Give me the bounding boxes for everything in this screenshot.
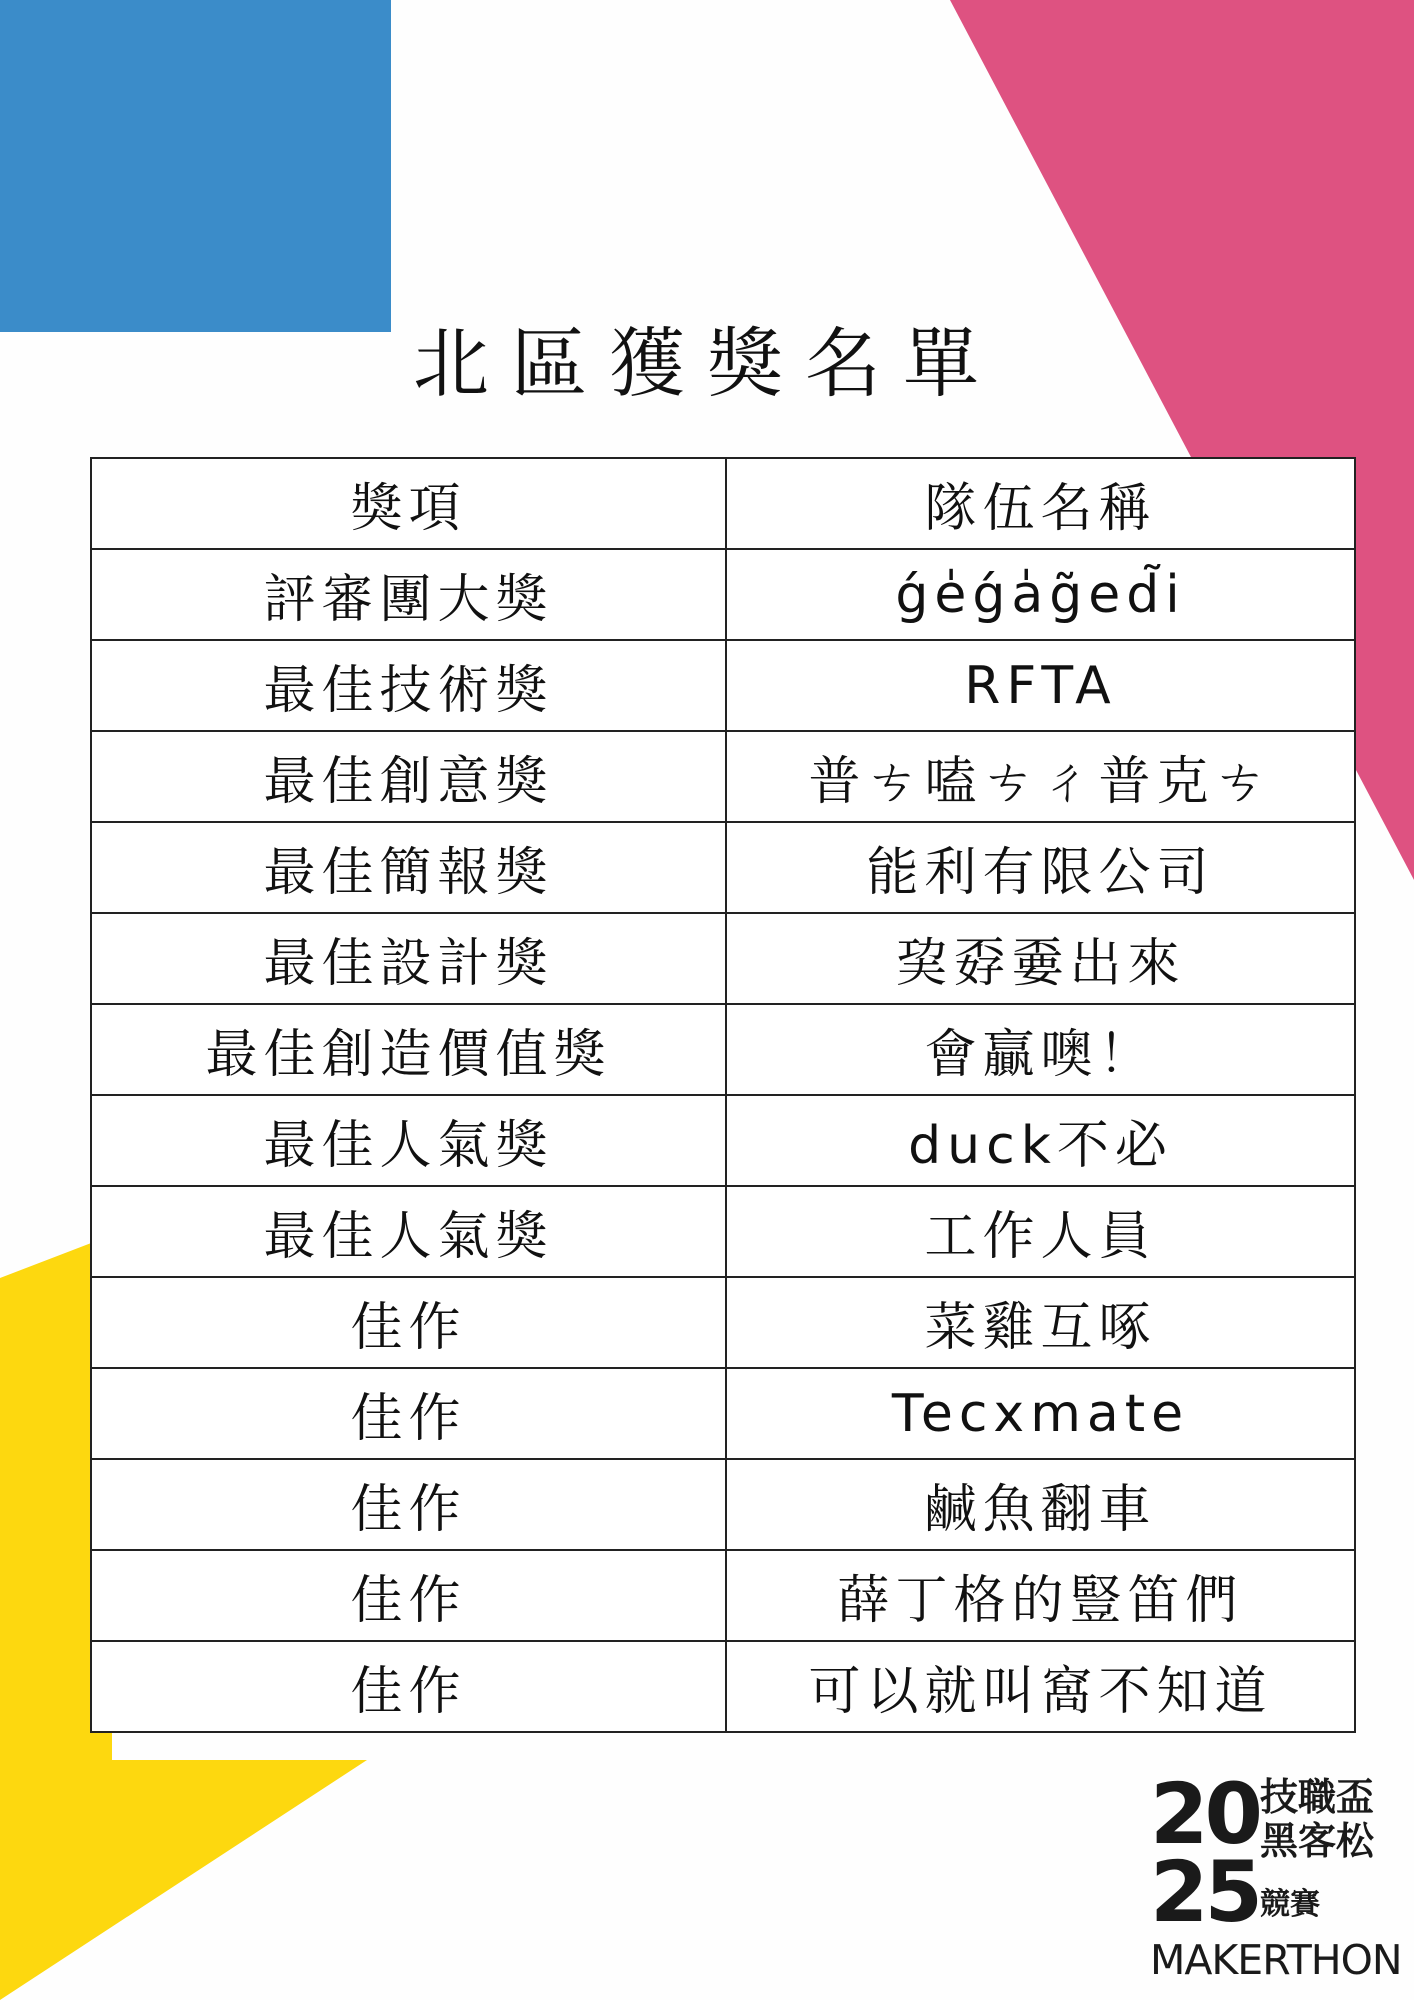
makerthon-logo [1150,1765,1402,1984]
table-header-row [91,458,1355,549]
award-cell: 最佳創意獎 [91,731,726,822]
team-cell: Tecxmate [726,1368,1355,1459]
table-row [91,1459,1355,1550]
logo-line-1: 技職盃 [1260,1775,1375,1819]
team-cell: 工作人員 [726,1186,1355,1277]
award-cell: 最佳技術獎 [91,640,726,731]
team-cell: ǵe̍ǵa̍g̃ed̃i [726,549,1355,640]
award-cell: 評審團大獎 [91,549,726,640]
team-cell: 會贏噢！ [726,1004,1355,1095]
table-row [91,822,1355,913]
page-title: 北區獲獎名單 [413,319,1001,408]
table-row [91,1004,1355,1095]
table-row [91,1095,1355,1186]
award-cell: 佳作 [91,1368,726,1459]
award-cell: 佳作 [91,1277,726,1368]
table-row [91,640,1355,731]
team-cell: 鹹魚翻車 [726,1459,1355,1550]
header-team: 隊伍名稱 [726,458,1355,549]
table-row [91,1368,1355,1459]
table-row [91,731,1355,822]
award-cell: 最佳簡報獎 [91,822,726,913]
table-row [91,1641,1355,1732]
table-row [91,1550,1355,1641]
team-cell: 普ㄘ嗑ㄘㄔ普克ㄘ [726,731,1355,822]
blue-square [0,0,391,332]
award-cell: 最佳人氣獎 [91,1186,726,1277]
awards-table [90,457,1356,1733]
award-cell: 佳作 [91,1641,726,1732]
award-cell: 最佳人氣獎 [91,1095,726,1186]
logo-year-bottom: 25 [1150,1843,1259,1941]
logo-line-2: 黑客松 [1260,1819,1375,1863]
logo-line-3: 競賽 [1260,1887,1320,1922]
team-cell: 巭孬嫑出來 [726,913,1355,1004]
team-cell: RFTA [726,640,1355,731]
award-cell: 最佳創造價值獎 [91,1004,726,1095]
award-cell: 佳作 [91,1550,726,1641]
table-row [91,1186,1355,1277]
team-cell: 可以就叫窩不知道 [726,1641,1355,1732]
team-cell: 能利有限公司 [726,822,1355,913]
table-row [91,549,1355,640]
table-row [91,913,1355,1004]
team-cell: 薛丁格的豎笛們 [726,1550,1355,1641]
team-cell: duck不必 [726,1095,1355,1186]
logo-english: MAKERTHON [1150,1936,1402,1984]
award-cell: 佳作 [91,1459,726,1550]
logo-year-top: 20 [1150,1765,1259,1863]
table-row [91,1277,1355,1368]
award-cell: 最佳設計獎 [91,913,726,1004]
team-cell: 菜雞互啄 [726,1277,1355,1368]
header-award: 獎項 [91,458,726,549]
